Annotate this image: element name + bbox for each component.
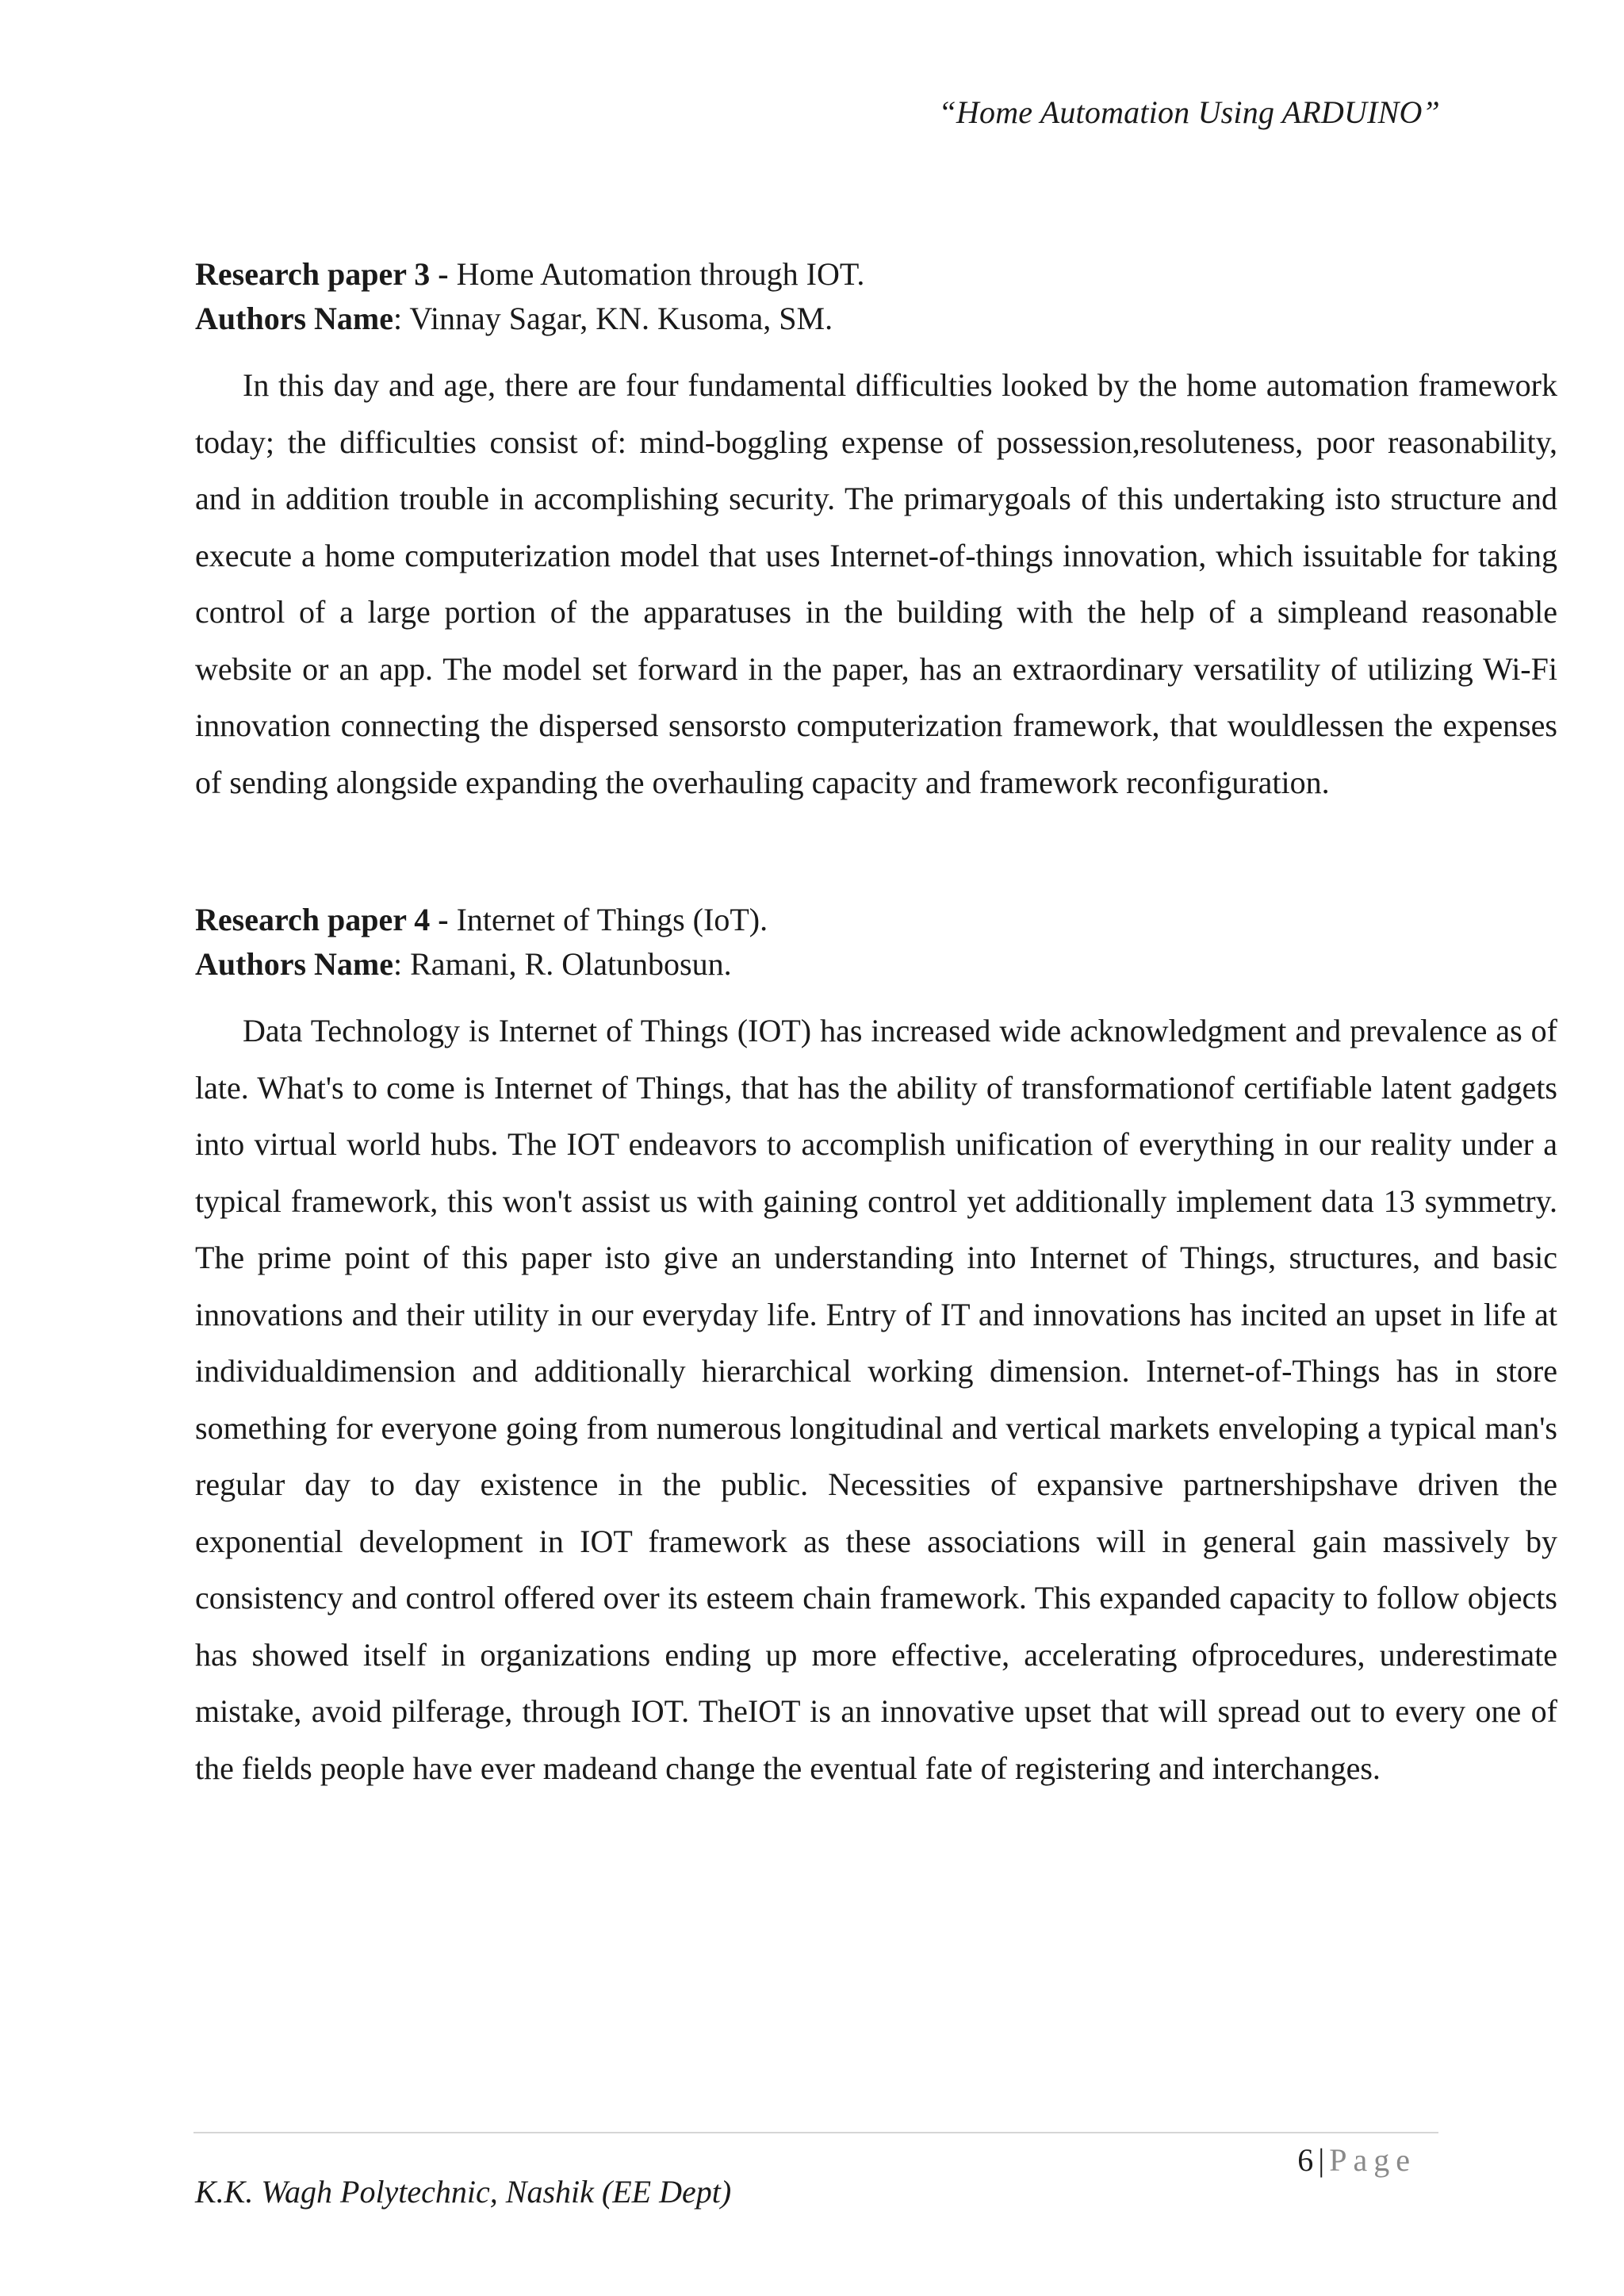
authors-line — [195, 942, 1557, 987]
authors-line — [195, 297, 1557, 341]
research-paper-3-section — [195, 252, 1557, 811]
authors-label: Authors Name — [195, 946, 393, 982]
paper-label: Research paper 4 - — [195, 902, 449, 937]
paper-title-line — [195, 252, 1557, 297]
footer-institution: K.K. Wagh Polytechnic, Nashik (EE Dept) — [195, 2174, 732, 2210]
paper-summary-paragraph: In this day and age, there are four fundamental difficulties looked by the home automation framework today; the difficulties consist of: mind-boggling expense of possession,resoluteness, poor reasonability, and in addition trouble in accomplishing security. The primarygoals of this undertaking isto structure and execute a home computerization model that uses Internet-of-things innovation, which issuitable for taking control of a large portion of the apparatuses in the building with the help of a simpleand reasonable website or an app. The model set forward in the paper, has an extraordinary versatility of utilizing Wi-Fi innovation connecting the dispersed sensorsto computerization framework, that wouldlessen the expenses of sending alongside expanding the overhauling capacity and framework reconfiguration. — [195, 367, 1557, 800]
research-paper-4-section — [195, 898, 1557, 1796]
authors-value: : Vinnay Sagar, KN. Kusoma, SM. — [393, 301, 833, 336]
paper-title: Internet of Things (IoT). — [448, 902, 768, 937]
footer-divider — [193, 2132, 1438, 2133]
authors-value: : Ramani, R. Olatunbosun. — [393, 946, 732, 982]
page-number-value: 6 — [1297, 2142, 1314, 2178]
paper-summary-paragraph: Data Technology is Internet of Things (IOT) has increased wide acknowledgment and prevalence as of late. What's to come is Internet of Things, that has the ability of transformationof certifiable latent gadgets into virtual world hubs. The IOT endeavors to accomplish unification of everything in our reality under a typical framework, this won't assist us with gaining control yet additionally implement data 13 symmetry. The prime point of this paper isto give an understanding into Internet of Things, structures, and basic innovations and their utility in our everyday life. Entry of IT and innovations has incited an upset in life at individualdimension and additionally hierarchical working dimension. Internet-of-Things has in store something for everyone going from numerous longitudinal and vertical markets enveloping a typical man's regular day to day existence in the public. Necessities of expansive partnershipshave driven the exponential development in IOT framework as these associations will in general gain massively by consistency and control offered over its esteem chain framework. This expanded capacity to follow objects has showed itself in organizations ending up more effective, accelerating ofprocedures, underestimate mistake, avoid pilferage, through IOT. TheIOT is an innovative upset that will spread out to every one of the fields people have ever madeand change the eventual fate of registering and interchanges. — [195, 1013, 1557, 1786]
page-number-separator: | — [1318, 2142, 1325, 2178]
paper-title-line — [195, 898, 1557, 942]
paper-title: Home Automation through IOT. — [448, 256, 865, 292]
paper-label: Research paper 3 - — [195, 256, 449, 292]
page-number — [1297, 2141, 1416, 2179]
page-word: Page — [1329, 2142, 1416, 2178]
authors-label: Authors Name — [195, 301, 393, 336]
running-header: “Home Automation Using ARDUINO” — [938, 94, 1440, 130]
